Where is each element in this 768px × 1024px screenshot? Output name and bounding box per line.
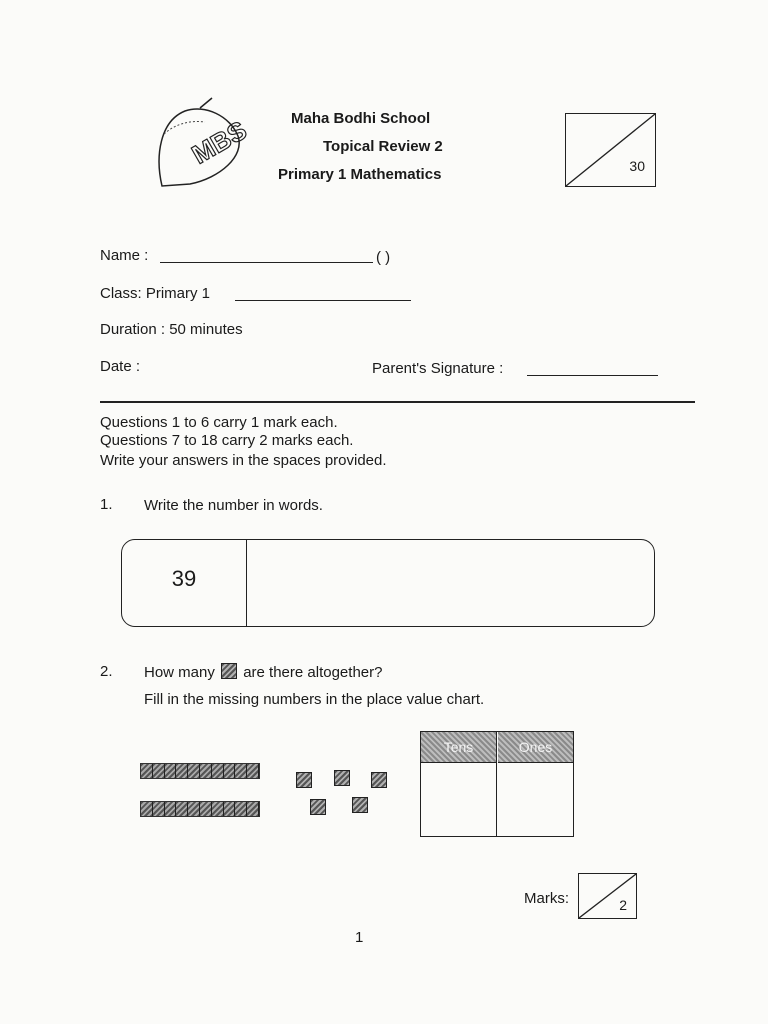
place-value-chart	[420, 731, 574, 837]
instruction-1: Questions 1 to 6 carry 1 mark each.	[100, 414, 338, 431]
marks-total: 2	[619, 897, 627, 913]
q2-text-after: are there altogether?	[243, 664, 383, 681]
school-logo	[150, 96, 250, 196]
ten-rod	[140, 763, 260, 779]
page-number: 1	[355, 929, 364, 946]
ten-rod	[140, 801, 260, 817]
q1-answer-box	[121, 539, 655, 627]
q2-text	[144, 663, 382, 681]
total-marks: 30	[629, 158, 645, 174]
duration: Duration : 50 minutes	[100, 321, 243, 338]
register-number-field[interactable]: ( )	[376, 249, 391, 266]
q1-number: 1.	[100, 496, 113, 513]
cube-icon	[221, 663, 237, 679]
name-field[interactable]	[160, 262, 373, 263]
instruction-2: Questions 7 to 18 carry 2 marks each.	[100, 432, 354, 449]
q1-value: 39	[171, 566, 197, 591]
class-label: Class: Primary 1	[100, 285, 211, 302]
tens-answer-field[interactable]	[421, 764, 496, 836]
q2-instruction: Fill in the missing numbers in the place value chart.	[144, 691, 485, 708]
marks-label: Marks:	[524, 890, 569, 907]
exam-title: Topical Review 2	[323, 138, 443, 155]
subject-title: Primary 1 Mathematics	[278, 166, 442, 183]
q1-answer-field[interactable]	[248, 540, 654, 626]
class-field[interactable]	[235, 300, 411, 301]
signature-field[interactable]	[527, 375, 658, 376]
q1-divider	[246, 540, 247, 626]
q1-text: Write the number in words.	[144, 497, 323, 514]
unit-cube	[371, 772, 387, 788]
date-label: Date :	[100, 358, 141, 375]
signature-label: Parent's Signature :	[372, 360, 504, 377]
svg-text:MBS: MBS	[186, 114, 250, 170]
name-label: Name :	[100, 247, 149, 264]
marks-box	[578, 873, 637, 919]
q2-text-before: How many	[144, 664, 215, 681]
chart-divider	[496, 732, 497, 836]
unit-cube	[334, 770, 350, 786]
ones-answer-field[interactable]	[498, 764, 573, 836]
school-name: Maha Bodhi School	[291, 110, 431, 127]
unit-cube	[310, 799, 326, 815]
ones-header: Ones	[498, 732, 573, 763]
divider	[100, 401, 695, 403]
unit-cube	[352, 797, 368, 813]
unit-cube	[296, 772, 312, 788]
tens-header: Tens	[421, 732, 496, 763]
total-score-box	[565, 113, 656, 187]
q2-number: 2.	[100, 663, 113, 680]
instruction-3: Write your answers in the spaces provided.	[100, 452, 387, 469]
